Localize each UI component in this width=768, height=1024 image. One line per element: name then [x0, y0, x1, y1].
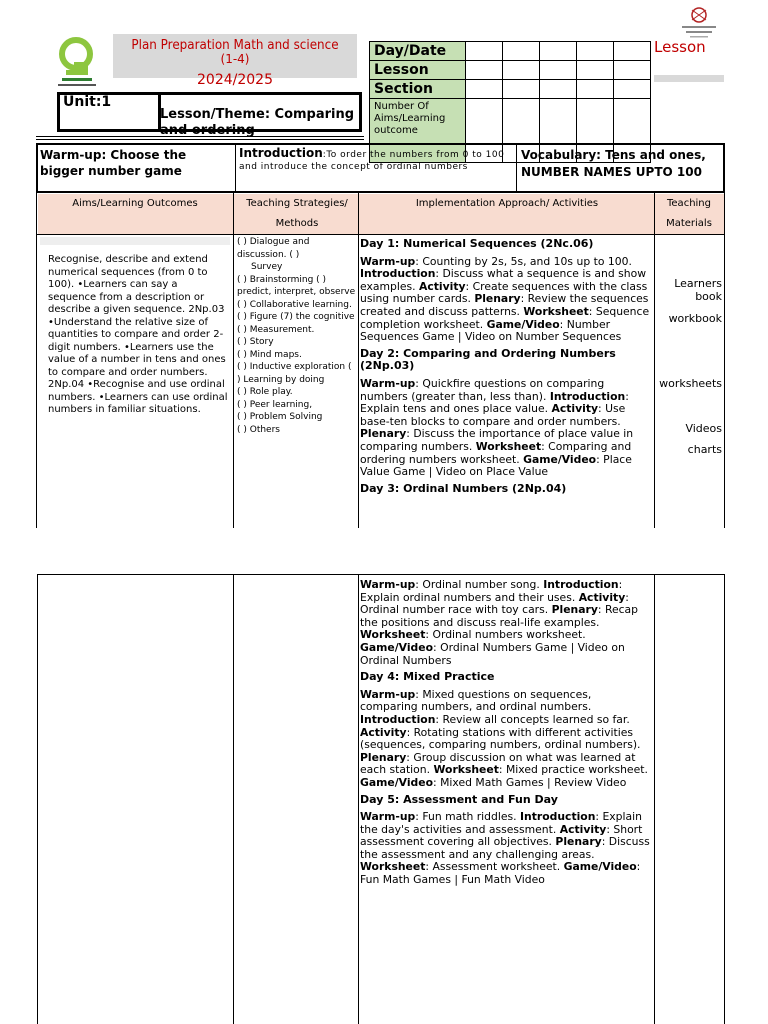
method-item: Survey [251, 262, 283, 272]
plan-title: Plan Preparation Math and science [131, 38, 339, 53]
method-item: ( ) Role play. [237, 387, 293, 397]
divider [235, 145, 236, 192]
section-label: Section [370, 80, 466, 99]
activities-page1 [360, 238, 650, 500]
aims-outcome-label: Number Of Aims/Learning outcome [370, 99, 466, 163]
lesson-cell[interactable] [577, 61, 614, 80]
material-item: charts [687, 443, 722, 456]
plan-grades: (1-4) [220, 52, 250, 66]
lesson-cell[interactable] [540, 61, 577, 80]
section-cell[interactable] [614, 80, 651, 99]
day-heading: Day 3: Ordinal Numbers (2Np.04) [360, 481, 567, 495]
aims-outcomes-text: Recognise, describe and extend numerical sequences (from 0 to 100). •Learners can say a sequence from a description or describe a given sequence. 2Np.03 •Understand the relative size of quantities to compare and order 2-digit numbers. •Learners use the value of a number in tens and ones to compare and order numbers. 2Np.04 •Recognise and use ordinal numbers. •Learners can use ordinal numbers in familiar situations. [48, 254, 228, 415]
section-cell[interactable] [577, 80, 614, 99]
day-plan: Warm-up: Fun math riddles. Introduction: Explain the day's activities and assessment. Activity: Short assessment covering all objectives. Plenary: Discuss the assessment and any challenging areas. Worksheet: Assessment worksheet. Game/Video: Fun Math Games | Fun Math Video [360, 810, 650, 887]
gray-strip [654, 75, 724, 82]
method-item: ( ) Peer learning, [237, 399, 313, 410]
day-cell[interactable] [540, 42, 577, 61]
day-cell[interactable] [614, 42, 651, 61]
method-item: ( ) Collaborative learning. [237, 299, 352, 310]
ministry-emblem [670, 4, 728, 40]
header-rule [37, 234, 725, 235]
theme-label: Lesson/Theme: Comparing and ordering [160, 107, 355, 138]
section-cell[interactable] [503, 80, 540, 99]
day-date-label: Day/Date [370, 42, 466, 61]
material-item: workbook [668, 312, 722, 325]
section-cell[interactable] [466, 80, 503, 99]
warmup-game: Warm-up: Choose the bigger number game [40, 148, 187, 178]
lesson-cell[interactable] [614, 61, 651, 80]
method-item: ( ) Mind maps. [237, 349, 302, 360]
day-plan: Warm-up: Ordinal number song. Introduction: Explain ordinal numbers and their uses. Activity: Ordinal number race with toy cars. Plenary: Recap the positions and discuss real-life examples. Worksheet: Ordinal numbers worksheet. Game/Video: Ordinal Numbers Game | Video on Ordinal Numbers [360, 578, 639, 667]
day-heading: Day 2: Comparing and Ordering Numbers (2Np.03) [360, 346, 616, 373]
intro-body: :To order the numbers from 0 to 100 and introduce the concept of ordinal numbers [239, 150, 505, 172]
col-implementation-header: Implementation Approach/ Activities [415, 198, 599, 209]
aims-shade [40, 237, 230, 245]
material-item: Videos [685, 422, 722, 435]
day-plan: Warm-up: Mixed questions on sequences, comparing numbers, and ordinal numbers. Introduction: Review all concepts learned so far. Activity: Rotating stations with different activities (sequences, comparing numbers, ordinal numbers). Plenary: Group discussion on what was learned at each station. Worksheet: Mixed practice worksheet. Game/Video: Mixed Math Games | Review Video [360, 687, 648, 789]
day-cell[interactable] [466, 42, 503, 61]
method-item: ( ) Dialogue and discussion. ( ) [237, 237, 310, 260]
day-heading: Day 4: Mixed Practice [360, 670, 495, 684]
lesson-red-label: Lesson [654, 38, 706, 56]
day-cell[interactable] [577, 42, 614, 61]
vocabulary-text: Vocabulary: Tens and ones, NUMBER NAMES UPTO 100 [521, 148, 706, 179]
lesson-cell[interactable] [466, 61, 503, 80]
lesson-cell[interactable] [503, 61, 540, 80]
material-item: Learners book [674, 277, 722, 303]
method-item: ( ) Measurement. [237, 324, 315, 335]
day-cell[interactable] [503, 42, 540, 61]
school-logo [52, 34, 102, 92]
col-materials-header: Teaching Materials [666, 198, 712, 229]
method-item: ( ) Problem Solving [237, 412, 323, 422]
col-divider [358, 574, 359, 1024]
method-item: ( ) Story [237, 337, 274, 347]
col-divider [233, 574, 234, 1024]
section-cell[interactable] [540, 80, 577, 99]
method-item: ( ) Others [237, 424, 280, 435]
activities-page2 [360, 579, 650, 891]
method-item: ( ) Figure (7) the cognitive [237, 312, 355, 322]
method-item: ( ) Inductive exploration ( ) Learning by doing [237, 362, 352, 385]
unit-label: Unit:1 [63, 94, 112, 110]
col-aims-header: Aims/Learning Outcomes [72, 198, 198, 209]
header-divider [36, 136, 364, 140]
divider [516, 145, 517, 192]
col-divider [654, 193, 655, 528]
col-divider [358, 193, 359, 528]
col-strategies-header: Teaching Strategies/ Methods [246, 198, 348, 229]
intro-label: Introduction [239, 146, 323, 160]
method-item: ( ) Brainstorming ( ) predict, interpret, observe [237, 274, 356, 297]
day-plan: Warm-up: Counting by 2s, 5s, and 10s up to 100. Introduction: Discuss what a sequence is and show examples. Activity: Create sequences with the class using number cards. Plenary: Review the sequences created and discuss patterns. Worksheet: Sequence completion worksheet. Game/Video: Number Sequences Game | Video on Number Sequences [360, 254, 650, 344]
teaching-methods [237, 236, 357, 436]
introduction-text [239, 147, 514, 173]
day-heading: Day 5: Assessment and Fun Day [360, 792, 558, 806]
col-divider [654, 574, 655, 1024]
plan-year: 2024/2025 [197, 72, 273, 88]
day-plan: Warm-up: Quickfire questions on comparing numbers (greater than, less than). Introduction: Explain tens and ones place value. Activity: Use base-ten blocks to compare and order numbers. Plenary: Discuss the importance of place value in comparing numbers. Worksheet: Comparing and ordering numbers worksheet. Game/Video: Place Value Game | Video on Place Value [360, 376, 634, 479]
lesson-label: Lesson [370, 61, 466, 80]
material-item: worksheets [659, 377, 722, 390]
col-divider [233, 193, 234, 528]
day-heading: Day 1: Numerical Sequences (2Nc.06) [360, 237, 594, 250]
